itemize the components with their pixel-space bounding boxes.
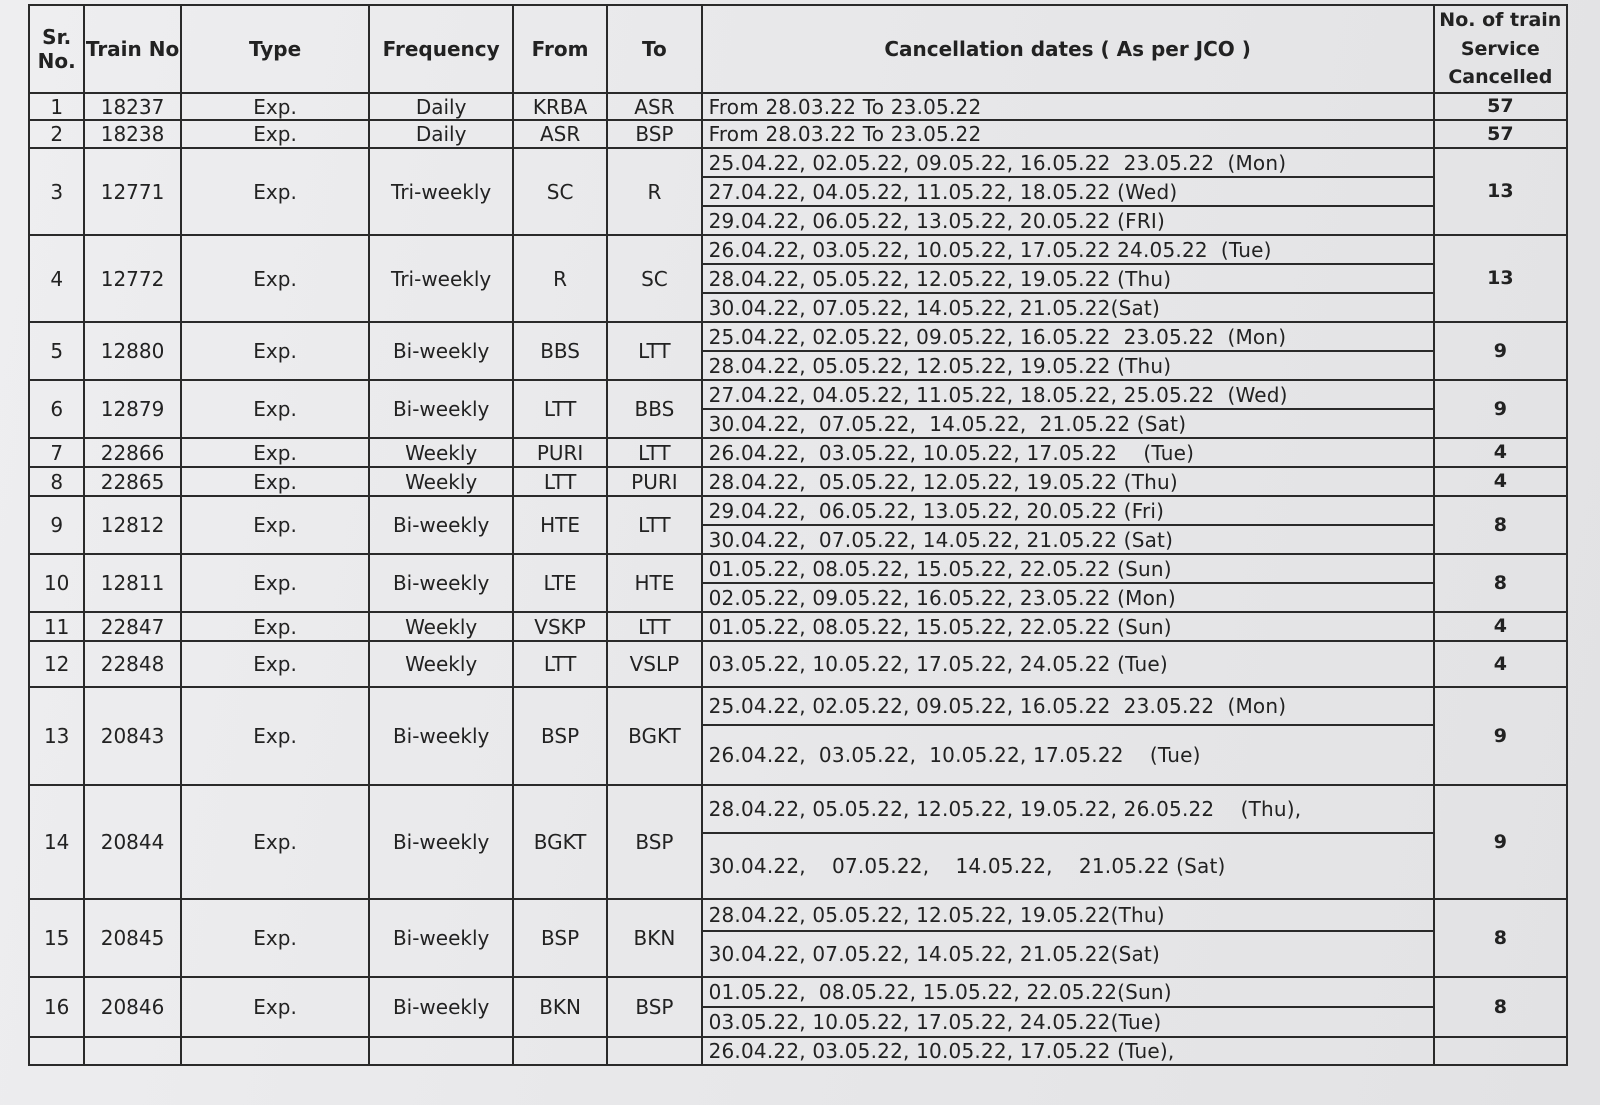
cell-frequency: Bi-weekly [369,899,513,977]
cell-frequency: Tri-weekly [369,148,513,235]
cell-train-no [84,1037,180,1065]
table-row [29,120,1567,148]
cell-cancellation-dates: 01.05.22, 08.05.22, 15.05.22, 22.05.22 (Sun) [702,554,1434,583]
cell-type: Exp. [181,899,370,977]
cell-type: Exp. [181,612,370,641]
cell-services-cancelled: 4 [1434,467,1567,496]
cell-sr-no: 7 [29,438,84,467]
cell-from: LTT [513,641,607,687]
cell-cancellation-dates: 28.04.22, 05.05.22, 12.05.22, 19.05.22 (Thu) [702,264,1434,293]
cell-sr-no: 2 [29,120,84,148]
cell-type: Exp. [181,438,370,467]
cell-services-cancelled: 13 [1434,235,1567,322]
cell-train-no: 20843 [84,687,180,785]
cell-cancellation-dates: From 28.03.22 To 23.05.22 [702,93,1434,120]
cell-sr-no: 16 [29,977,84,1037]
cell-frequency: Weekly [369,641,513,687]
table-row [29,93,1567,120]
cell-train-no: 20844 [84,785,180,899]
cell-to: LTT [607,496,701,554]
cell-type: Exp. [181,977,370,1037]
cell-from: HTE [513,496,607,554]
cell-to: BSP [607,120,701,148]
cell-to: PURI [607,467,701,496]
cell-frequency [369,1037,513,1065]
cell-sr-no [29,1037,84,1065]
cell-sr-no: 14 [29,785,84,899]
cell-to: SC [607,235,701,322]
cell-cancellation-dates: 25.04.22, 02.05.22, 09.05.22, 16.05.22 23.05.22 (Mon) [702,322,1434,351]
cell-cancellation-dates: 27.04.22, 04.05.22, 11.05.22, 18.05.22, 25.05.22 (Wed) [702,380,1434,409]
cell-sr-no: 5 [29,322,84,380]
cell-cancellation-dates: 30.04.22, 07.05.22, 14.05.22, 21.05.22 (Sat) [702,525,1434,554]
cell-type: Exp. [181,687,370,785]
cell-to: BKN [607,899,701,977]
cell-cancellation-dates: 25.04.22, 02.05.22, 09.05.22, 16.05.22 23.05.22 (Mon) [702,148,1434,177]
cell-to: ASR [607,93,701,120]
cell-frequency: Bi-weekly [369,977,513,1037]
cell-to: BSP [607,785,701,899]
header-type: Type [181,5,370,93]
cell-train-no: 22848 [84,641,180,687]
cell-from: ASR [513,120,607,148]
cell-sr-no: 3 [29,148,84,235]
cell-to: BSP [607,977,701,1037]
table-row [29,235,1567,264]
cell-services-cancelled: 8 [1434,496,1567,554]
cell-frequency: Daily [369,120,513,148]
cell-type: Exp. [181,785,370,899]
table-row [29,785,1567,833]
cell-frequency: Bi-weekly [369,554,513,612]
cell-from: LTE [513,554,607,612]
cell-cancellation-dates: 01.05.22, 08.05.22, 15.05.22, 22.05.22 (Sun) [702,612,1434,641]
cell-services-cancelled: 8 [1434,899,1567,977]
cell-type: Exp. [181,380,370,438]
cell-frequency: Daily [369,93,513,120]
cell-train-no: 20845 [84,899,180,977]
cell-frequency: Bi-weekly [369,687,513,785]
cell-train-no: 12772 [84,235,180,322]
cell-type: Exp. [181,322,370,380]
cell-frequency: Weekly [369,467,513,496]
cell-frequency: Bi-weekly [369,496,513,554]
cell-train-no: 18237 [84,93,180,120]
header-train-no: Train No [84,5,180,93]
header-sr-no: Sr. No. [29,5,84,93]
cell-cancellation-dates: 29.04.22, 06.05.22, 13.05.22, 20.05.22 (Fri) [702,496,1434,525]
table-row [29,438,1567,467]
cell-services-cancelled [1434,1037,1567,1065]
cell-sr-no: 4 [29,235,84,322]
cell-to: LTT [607,322,701,380]
cell-type: Exp. [181,148,370,235]
cell-cancellation-dates: 28.04.22, 05.05.22, 12.05.22, 19.05.22(Thu) [702,899,1434,931]
cell-sr-no: 9 [29,496,84,554]
cell-cancellation-dates: 25.04.22, 02.05.22, 09.05.22, 16.05.22 23.05.22 (Mon) [702,687,1434,725]
cell-train-no: 12880 [84,322,180,380]
cell-cancellation-dates: 30.04.22, 07.05.22, 14.05.22, 21.05.22(Sat) [702,293,1434,322]
table-row [29,380,1567,409]
cell-from: BGKT [513,785,607,899]
cell-train-no: 12771 [84,148,180,235]
table-row [29,977,1567,1007]
cell-cancellation-dates: 26.04.22, 03.05.22, 10.05.22, 17.05.22 (Tue) [702,438,1434,467]
cell-train-no: 20846 [84,977,180,1037]
cell-type: Exp. [181,235,370,322]
cell-to [607,1037,701,1065]
cell-sr-no: 15 [29,899,84,977]
cell-to: LTT [607,438,701,467]
cell-services-cancelled: 9 [1434,785,1567,899]
cell-from: R [513,235,607,322]
cell-services-cancelled: 57 [1434,120,1567,148]
cell-to: HTE [607,554,701,612]
cell-services-cancelled: 4 [1434,612,1567,641]
table-row [29,612,1567,641]
header-to: To [607,5,701,93]
cell-frequency: Tri-weekly [369,235,513,322]
cell-to: LTT [607,612,701,641]
cell-services-cancelled: 13 [1434,148,1567,235]
cell-cancellation-dates: 28.04.22, 05.05.22, 12.05.22, 19.05.22 (Thu) [702,467,1434,496]
cell-train-no: 18238 [84,120,180,148]
cell-type: Exp. [181,554,370,612]
cell-to: BBS [607,380,701,438]
cell-train-no: 22847 [84,612,180,641]
cell-services-cancelled: 8 [1434,554,1567,612]
cell-from: PURI [513,438,607,467]
cell-type: Exp. [181,93,370,120]
cell-cancellation-dates: 01.05.22, 08.05.22, 15.05.22, 22.05.22(Sun) [702,977,1434,1007]
table-row [29,322,1567,351]
cell-type [181,1037,370,1065]
cell-services-cancelled: 57 [1434,93,1567,120]
cell-from [513,1037,607,1065]
train-cancellation-table [28,4,1568,1066]
cell-from: SC [513,148,607,235]
table-row [29,899,1567,931]
cell-services-cancelled: 4 [1434,438,1567,467]
cell-cancellation-dates: 26.04.22, 03.05.22, 10.05.22, 17.05.22 (Tue) [702,725,1434,785]
cell-from: KRBA [513,93,607,120]
table-row [29,687,1567,725]
table-row [29,148,1567,177]
cell-train-no: 12879 [84,380,180,438]
cell-from: BKN [513,977,607,1037]
cell-frequency: Bi-weekly [369,785,513,899]
header-services-cancelled: No. of train Service Cancelled [1434,5,1567,93]
cell-services-cancelled: 9 [1434,322,1567,380]
cell-type: Exp. [181,467,370,496]
cell-train-no: 12812 [84,496,180,554]
cell-train-no: 22865 [84,467,180,496]
cell-sr-no: 11 [29,612,84,641]
cell-services-cancelled: 9 [1434,687,1567,785]
cell-from: BSP [513,899,607,977]
header-cancellation-dates: Cancellation dates ( As per JCO ) [702,5,1434,93]
cell-frequency: Weekly [369,612,513,641]
cell-from: VSKP [513,612,607,641]
cell-from: BBS [513,322,607,380]
cell-services-cancelled: 4 [1434,641,1567,687]
table-row [29,1037,1567,1065]
cell-from: BSP [513,687,607,785]
cell-sr-no: 8 [29,467,84,496]
cell-cancellation-dates: 28.04.22, 05.05.22, 12.05.22, 19.05.22, 26.05.22 (Thu), [702,785,1434,833]
cell-cancellation-dates: 03.05.22, 10.05.22, 17.05.22, 24.05.22 (Tue) [702,641,1434,687]
cell-cancellation-dates: 30.04.22, 07.05.22, 14.05.22, 21.05.22 (Sat) [702,409,1434,438]
cell-sr-no: 12 [29,641,84,687]
cell-cancellation-dates: 30.04.22, 07.05.22, 14.05.22, 21.05.22(Sat) [702,931,1434,977]
cell-cancellation-dates: 26.04.22, 03.05.22, 10.05.22, 17.05.22 24.05.22 (Tue) [702,235,1434,264]
cell-frequency: Bi-weekly [369,380,513,438]
cell-sr-no: 10 [29,554,84,612]
cell-services-cancelled: 9 [1434,380,1567,438]
cell-services-cancelled: 8 [1434,977,1567,1037]
cell-cancellation-dates: 30.04.22, 07.05.22, 14.05.22, 21.05.22 (Sat) [702,833,1434,899]
cell-sr-no: 1 [29,93,84,120]
cell-frequency: Bi-weekly [369,322,513,380]
cell-type: Exp. [181,496,370,554]
cell-to: VSLP [607,641,701,687]
cell-cancellation-dates: From 28.03.22 To 23.05.22 [702,120,1434,148]
table-body [29,93,1567,1065]
cell-cancellation-dates: 29.04.22, 06.05.22, 13.05.22, 20.05.22 (FRI) [702,206,1434,235]
cell-to: BGKT [607,687,701,785]
cell-cancellation-dates: 26.04.22, 03.05.22, 10.05.22, 17.05.22 (Tue), [702,1037,1434,1065]
table-row [29,641,1567,687]
cell-cancellation-dates: 28.04.22, 05.05.22, 12.05.22, 19.05.22 (Thu) [702,351,1434,380]
header-frequency: Frequency [369,5,513,93]
cell-cancellation-dates: 02.05.22, 09.05.22, 16.05.22, 23.05.22 (Mon) [702,583,1434,612]
cell-cancellation-dates: 27.04.22, 04.05.22, 11.05.22, 18.05.22 (Wed) [702,177,1434,206]
header-row [29,5,1567,93]
cell-to: R [607,148,701,235]
cell-frequency: Weekly [369,438,513,467]
cell-type: Exp. [181,641,370,687]
table-row [29,467,1567,496]
cell-sr-no: 13 [29,687,84,785]
header-from: From [513,5,607,93]
table-row [29,496,1567,525]
cell-train-no: 12811 [84,554,180,612]
cell-from: LTT [513,467,607,496]
table-row [29,554,1567,583]
cell-train-no: 22866 [84,438,180,467]
cell-type: Exp. [181,120,370,148]
cell-sr-no: 6 [29,380,84,438]
cell-cancellation-dates: 03.05.22, 10.05.22, 17.05.22, 24.05.22(Tue) [702,1007,1434,1037]
cell-from: LTT [513,380,607,438]
